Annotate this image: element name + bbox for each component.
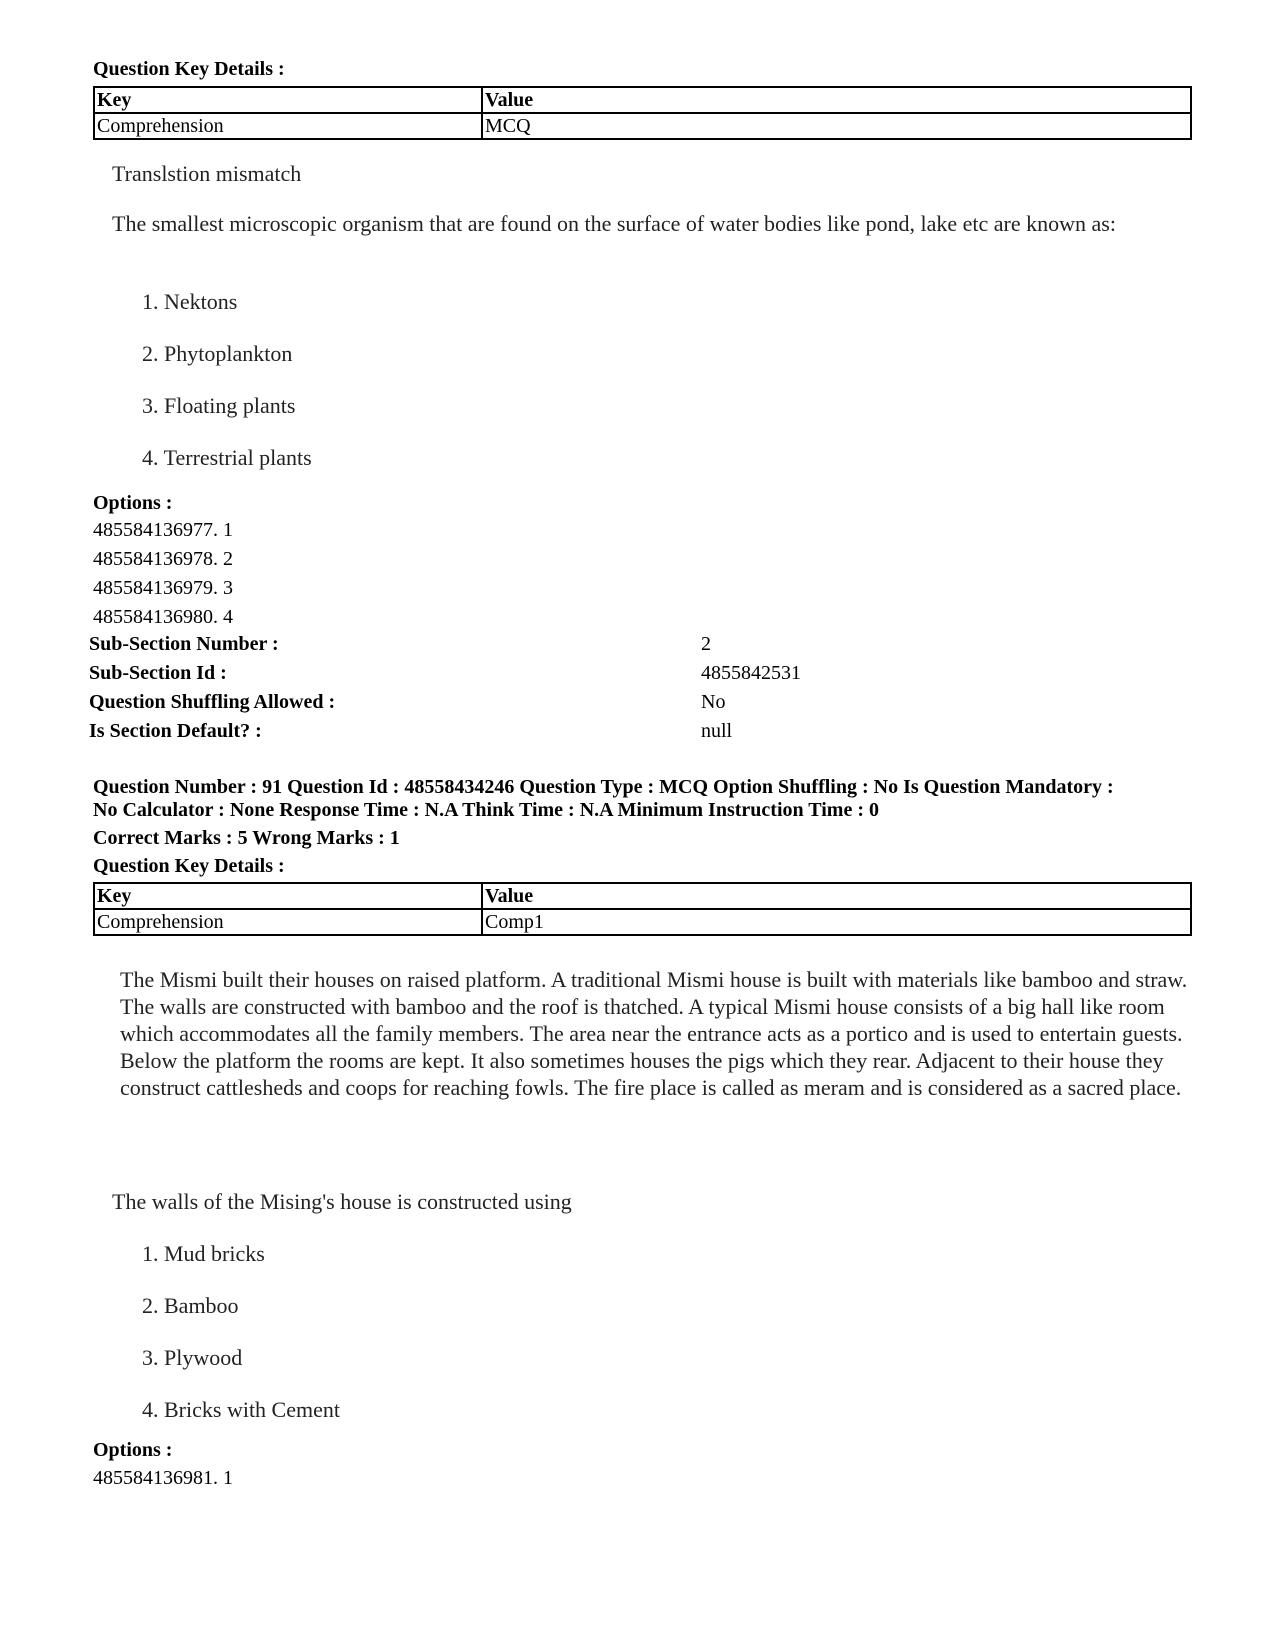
- option-item: 485584136979. 3: [93, 577, 233, 599]
- table-row: [94, 113, 1191, 139]
- table-cell-key: Comprehension: [94, 113, 482, 139]
- choice-item: 3. Plywood: [142, 1345, 243, 1370]
- choice-item: 4. Terrestrial plants: [142, 445, 312, 470]
- table-header-key: Key: [94, 883, 482, 909]
- section-default-value: null: [701, 720, 733, 742]
- question-header-line: No Calculator : None Response Time : N.A Think Time : N.A Minimum Instruction Time : 0: [93, 799, 879, 821]
- subsection-row: [89, 717, 1189, 746]
- choice-item: 2. Phytoplankton: [142, 341, 293, 366]
- choice-item: 1. Nektons: [142, 289, 238, 314]
- choice-item: 3. Floating plants: [142, 393, 296, 418]
- question-header-line: Question Number : 91 Question Id : 48558434246 Question Type : MCQ Option Shuffling : No Is Question Mandatory :: [93, 776, 1114, 798]
- question-intro: Translstion mismatch: [112, 161, 302, 186]
- subsection-details: [89, 630, 1189, 746]
- question-text: The smallest microscopic organism that are found on the surface of water bodies like pond, lake etc are known as:: [112, 211, 1116, 236]
- section-default-label: Is Section Default? :: [89, 720, 262, 742]
- question-shuffling-value: No: [701, 691, 726, 713]
- table-header-value: Value: [482, 883, 1191, 909]
- options-list: [93, 1464, 233, 1493]
- subsection-number-label: Sub-Section Number :: [89, 633, 279, 655]
- subsection-number-value: 2: [701, 633, 711, 655]
- question-header: [93, 776, 1203, 822]
- table-cell-value: MCQ: [482, 113, 1191, 139]
- key-value-table: [93, 86, 1192, 140]
- subsection-row: [89, 630, 1189, 659]
- table-cell-key: Comprehension: [94, 909, 482, 935]
- question-text: The walls of the Mising's house is constructed using: [112, 1189, 572, 1214]
- subsection-id-value: 4855842531: [701, 662, 801, 684]
- question-key-details-label: Question Key Details :: [93, 855, 285, 877]
- table-header-key: Key: [94, 87, 482, 113]
- choice-item: 4. Bricks with Cement: [142, 1397, 340, 1422]
- question-shuffling-label: Question Shuffling Allowed :: [89, 691, 336, 713]
- subsection-id-label: Sub-Section Id :: [89, 662, 227, 684]
- options-label: Options :: [93, 492, 173, 514]
- option-item: 485584136977. 1: [93, 519, 233, 541]
- choice-item: 2. Bamboo: [142, 1293, 239, 1318]
- option-item: 485584136980. 4: [93, 606, 233, 628]
- table-header-row: [94, 87, 1191, 113]
- subsection-row: [89, 688, 1189, 717]
- table-header-value: Value: [482, 87, 1191, 113]
- choice-item: 1. Mud bricks: [142, 1241, 265, 1266]
- table-header-row: [94, 883, 1191, 909]
- comprehension-passage: The Mismi built their houses on raised platform. A traditional Mismi house is built with materials like bamboo and straw. The walls are constructed with bamboo and the roof is thatched. A typical Mismi house consists of a big hall like room which accommodates all the family members. The area near the entrance acts as a portico and is used to entertain guests. Below the platform the rooms are kept. It also sometimes houses the pigs which they rear. Adjacent to their house they construct cattlesheds and coops for reaching fowls. The fire place is called as meram and is considered as a sacred place.: [120, 967, 1188, 1100]
- table-cell-value: Comp1: [482, 909, 1191, 935]
- key-value-table: [93, 882, 1192, 936]
- marks-line: Correct Marks : 5 Wrong Marks : 1: [93, 827, 400, 849]
- question-key-details-label: Question Key Details :: [93, 58, 285, 80]
- option-item: 485584136978. 2: [93, 548, 233, 570]
- option-item: 485584136981. 1: [93, 1467, 233, 1489]
- options-label: Options :: [93, 1439, 173, 1461]
- subsection-row: [89, 659, 1189, 688]
- options-list: [93, 516, 233, 632]
- table-row: [94, 909, 1191, 935]
